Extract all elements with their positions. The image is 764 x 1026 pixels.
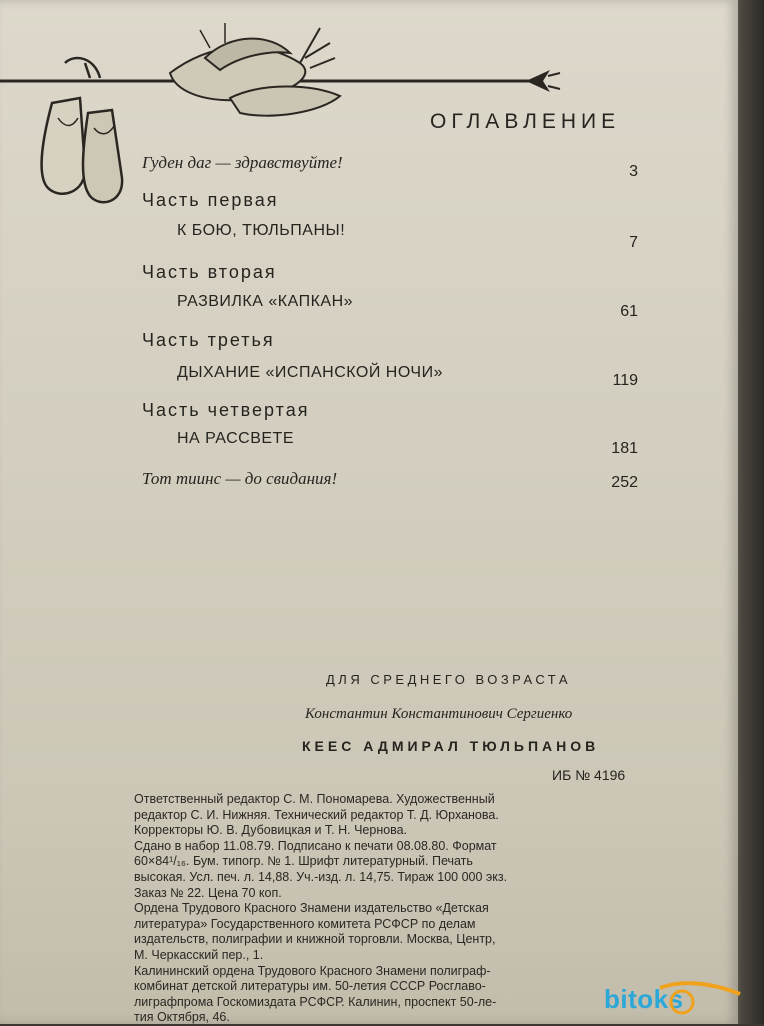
imprint-line: М. Черкасский пер., 1. <box>134 947 264 962</box>
imprint-line: редактор С. И. Нижняя. Технический редактор Т. Д. Юрханова. <box>134 807 499 822</box>
imprint-line: Заказ № 22. Цена 70 коп. <box>134 885 282 900</box>
watermark-logo: bitoks <box>604 984 684 1014</box>
page-number: 119 <box>612 372 638 389</box>
imprint-line: издательств, полиграфии и книжной торговли. Москва, Центр, <box>134 932 496 947</box>
imprint-line: Корректоры Ю. В. Дубовицкая и Т. Н. Чернова. <box>134 823 408 838</box>
imprint-line: лиграфпрома Госкомиздата РСФСР. Калинин, проспект 50-ле- <box>134 994 497 1009</box>
part-label: Часть вторая <box>142 262 277 282</box>
toc-heading: ОГЛАВЛЕНИЕ <box>430 110 621 133</box>
page-number: 61 <box>620 303 638 320</box>
toc-entry-epilogue: Тот тиинс — до свидания! <box>142 469 338 488</box>
imprint-line: Калининский ордена Трудового Красного Знамени полиграф- <box>134 963 491 978</box>
watermark-swoosh-icon <box>600 980 750 1020</box>
page-number: 7 <box>629 234 638 251</box>
imprint-line: 60×84¹/₁₆. Бум. типогр. № 1. Шрифт литературный. Печать <box>134 854 473 869</box>
part-title: НА РАССВЕТЕ <box>177 430 294 447</box>
audience-label: ДЛЯ СРЕДНЕГО ВОЗРАСТА <box>326 672 571 687</box>
book-title: КЕЕС АДМИРАЛ ТЮЛЬПАНОВ <box>302 738 600 754</box>
part-title: К БОЮ, ТЮЛЬПАНЫ! <box>177 222 346 239</box>
imprint-line: Ордена Трудового Красного Знамени издательство «Детская <box>134 901 489 916</box>
part-title: РАЗВИЛКА «КАПКАН» <box>177 293 354 310</box>
author-name: Константин Константинович Сергиенко <box>305 706 573 722</box>
imprint-line: высокая. Усл. печ. л. 14,88. Уч.-изд. л. 14,75. Тираж 100 000 экз. <box>134 869 508 884</box>
part-label: Часть четвертая <box>142 400 310 420</box>
page-number: 181 <box>611 440 638 457</box>
imprint-block <box>134 792 644 1026</box>
part-label: Часть первая <box>142 190 279 210</box>
toc-entry-prologue: Гуден даг — здравствуйте! <box>142 153 343 172</box>
page-number: 252 <box>611 474 638 491</box>
part-label: Часть третья <box>142 330 275 350</box>
imprint-line: комбинат детской литературы им. 50-летия СССР Росглаво- <box>134 979 486 994</box>
ib-number: ИБ № 4196 <box>552 767 626 783</box>
imprint-line: Сдано в набор 11.08.79. Подписано к печати 08.08.80. Формат <box>134 838 497 853</box>
imprint-line: Ответственный редактор С. М. Пономарева. Художественный <box>134 792 495 806</box>
part-title: ДЫХАНИЕ «ИСПАНСКОЙ НОЧИ» <box>177 364 443 381</box>
imprint-line: тия Октября, 46. <box>134 1010 230 1025</box>
imprint-line: литература» Государственного комитета РСФСР по делам <box>134 916 476 931</box>
page-number: 3 <box>629 163 638 180</box>
